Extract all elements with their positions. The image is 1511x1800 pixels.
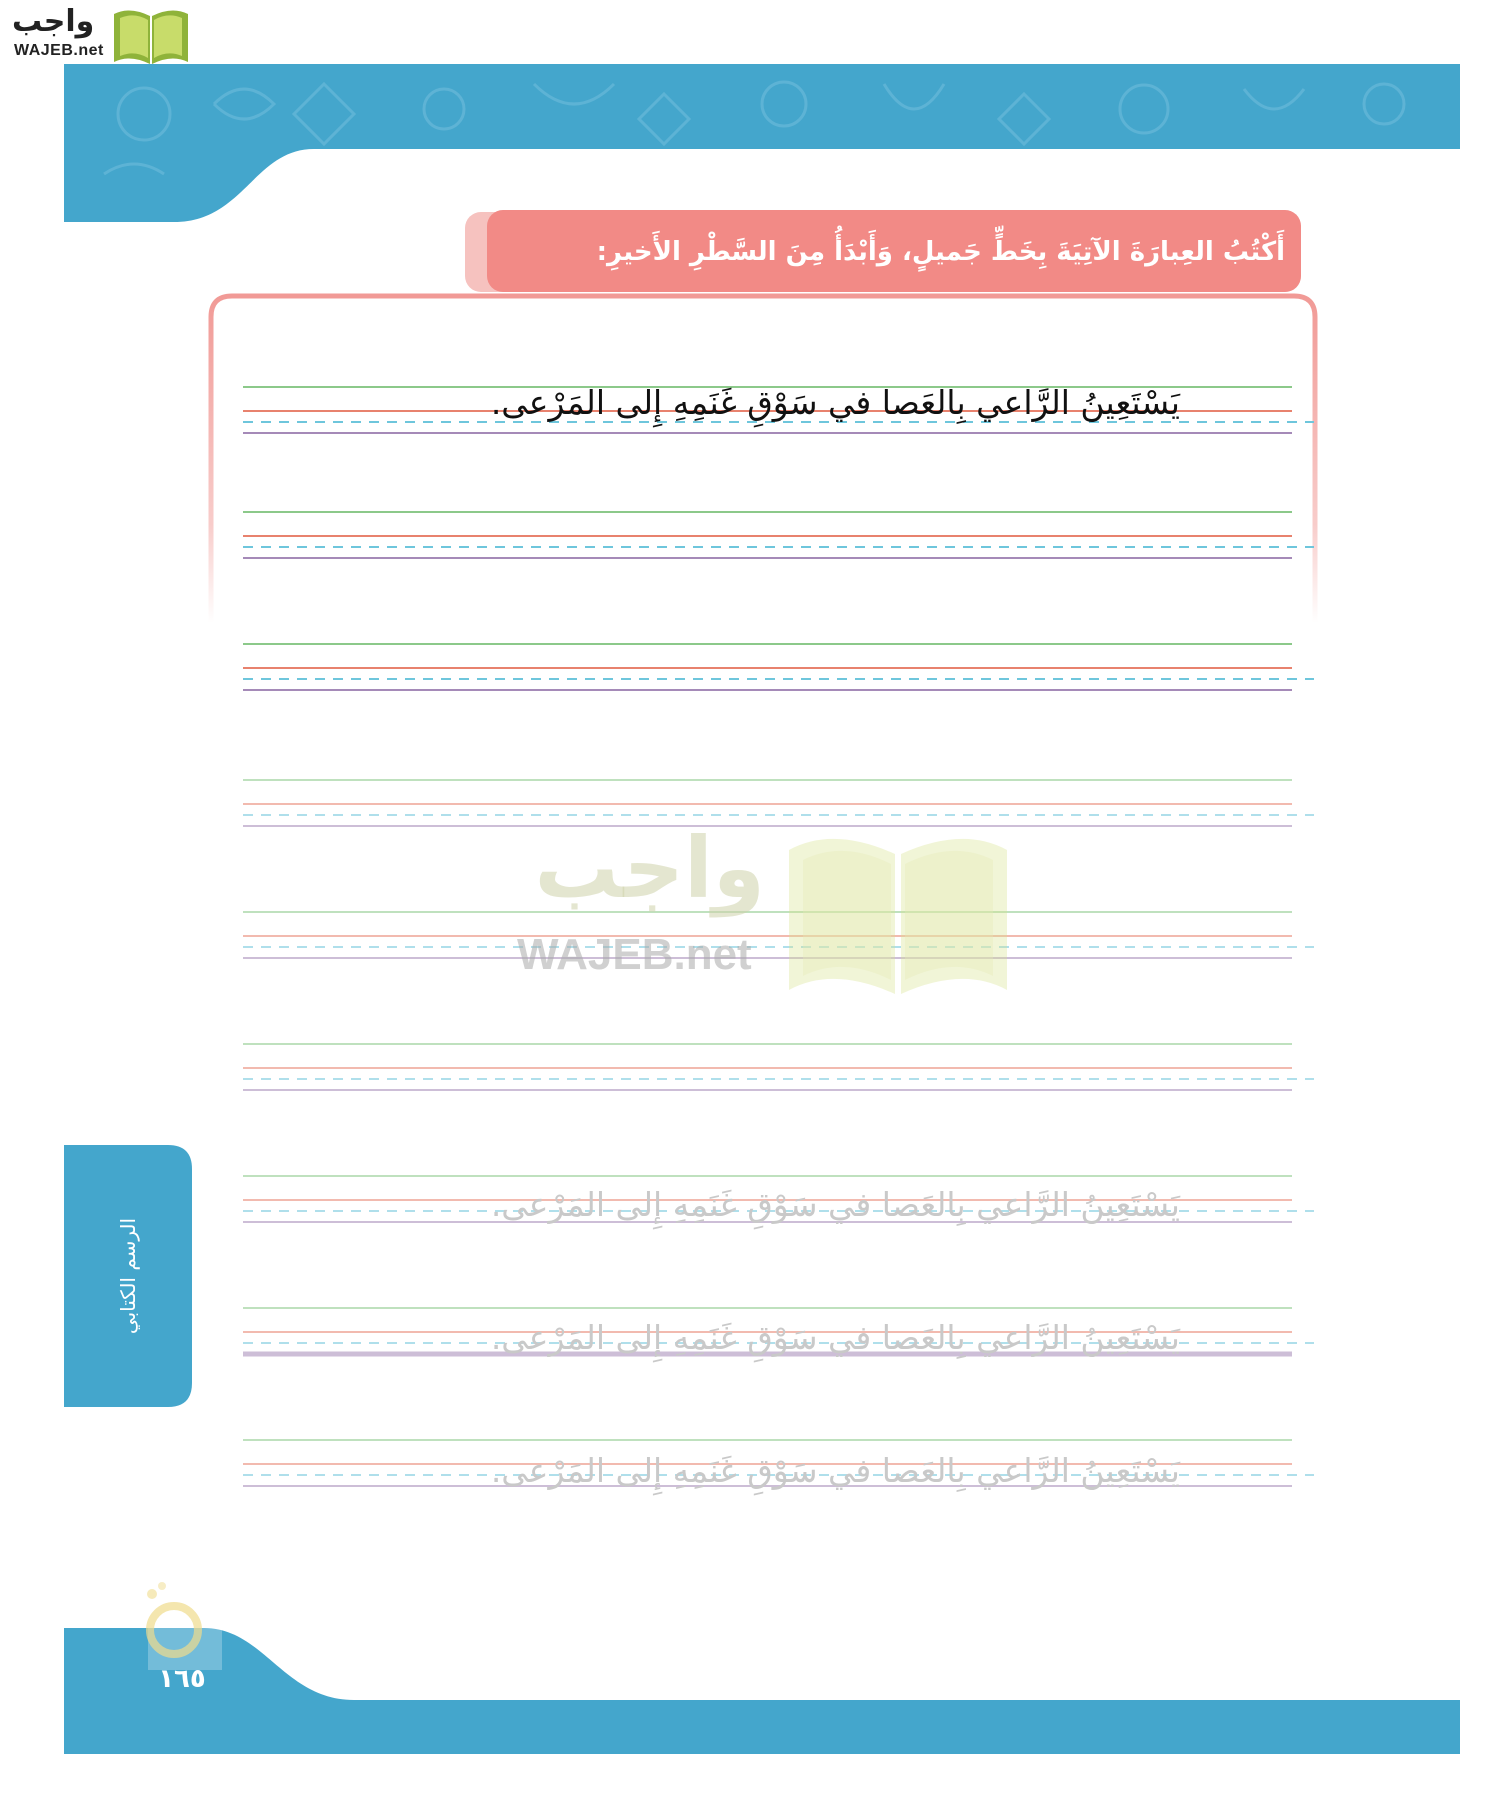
instruction-text: أَكْتُبُ العِبارَةَ الآتِيَةَ بِخَطٍّ جَميلٍ، وَأَبْدَأُ مِنَ السَّطْرِ الأَخيرِ: (596, 237, 1285, 267)
watermark (515, 820, 1015, 1000)
watermark-text-arabic: واجب (534, 819, 765, 917)
corner-badge-icon (136, 1580, 222, 1670)
side-tab-label (64, 1145, 192, 1407)
trace-sentence: يَسْتَعِينُ الرَّاعي بِالعَصا في سَوْقِ غَنَمِهِ إِلى المَرْعى. (490, 1185, 1180, 1224)
logo-text-arabic: واجب (12, 4, 95, 39)
watermark-text-english: WAJEB.net (517, 930, 752, 979)
model-sentence: يَسْتَعِينُ الرَّاعي بِالعَصا في سَوْقِ غَنَمِهِ إِلى المَرْعى. (490, 383, 1180, 422)
trace-sentence: يَسْتَعِينُ الرَّاعي بِالعَصا في سَوْقِ غَنَمِهِ إِلى المَرْعى. (490, 1451, 1180, 1490)
logo-text-english: WAJEB.net (14, 42, 104, 59)
watermark-book-icon (783, 820, 1013, 996)
page-number: ١٦٥ (158, 1664, 206, 1694)
side-tab-label-text: الرسم الكتابي (115, 1217, 140, 1335)
trace-sentence: يَسْتَعِينُ الرَّاعي بِالعَصا في سَوْقِ غَنَمِهِ إِلى المَرْعى. (490, 1318, 1180, 1357)
